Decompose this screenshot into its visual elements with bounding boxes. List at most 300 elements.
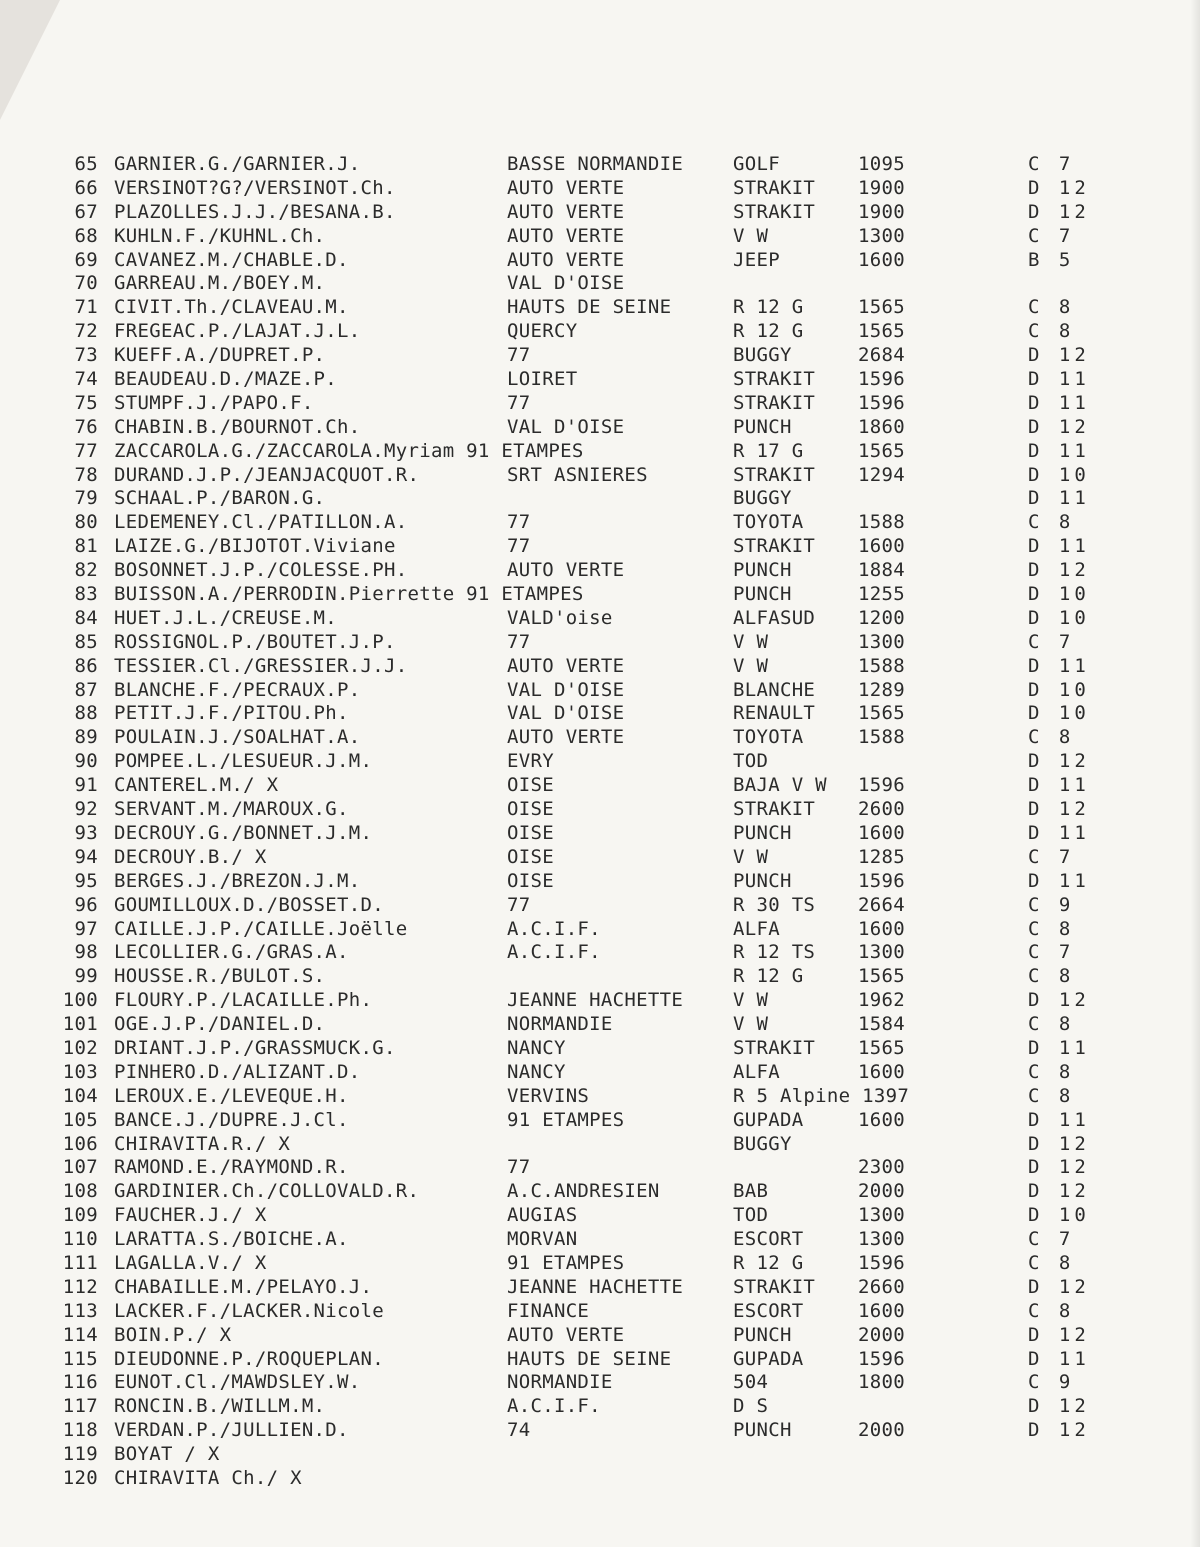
list-item (0, 559, 1200, 583)
list-item (0, 320, 1200, 344)
car-model: ALFASUD (733, 606, 816, 629)
entry-number: 113 (62, 1299, 98, 1322)
engine-cc: 1600 (858, 1299, 905, 1322)
car-model: R 30 TS (733, 893, 816, 916)
car-model: V W (733, 989, 769, 1012)
class-code: B 5 (1028, 248, 1075, 271)
list-item (0, 511, 1200, 535)
class-code: C 7 (1028, 1228, 1075, 1251)
entry-number: 117 (62, 1395, 98, 1418)
entry-number: 76 (74, 415, 98, 438)
crew-names: PINHERO.D./ALIZANT.D. (114, 1060, 361, 1083)
engine-cc: 2000 (858, 1180, 905, 1203)
club-name: AUTO VERTE (507, 248, 625, 271)
club-name: AUTO VERTE (507, 176, 625, 199)
engine-cc: 1900 (858, 176, 905, 199)
class-code: C 8 (1028, 1013, 1075, 1036)
list-item (0, 798, 1200, 822)
car-model: STRAKIT (733, 391, 816, 414)
car-model: PUNCH (733, 415, 792, 438)
crew-names: CHABIN.B./BOURNOT.Ch. (114, 415, 361, 438)
club-name: VAL D'OISE (507, 272, 625, 295)
crew-names: KUHLN.F./KUHNL.Ch. (114, 224, 326, 247)
club-name: VAL D'OISE (507, 678, 625, 701)
list-item (0, 416, 1200, 440)
list-item (0, 631, 1200, 655)
car-model: BUGGY (733, 344, 792, 367)
engine-cc: 1565 (858, 965, 905, 988)
car-model: STRAKIT (733, 176, 816, 199)
class-code: D 10 (1028, 1204, 1090, 1227)
club-name: A.C.ANDRESIEN (507, 1180, 660, 1203)
club-name: HAUTS DE SEINE (507, 1347, 672, 1370)
folded-corner (0, 0, 60, 120)
car-model: GUPADA (733, 1108, 804, 1131)
entry-number: 119 (62, 1443, 98, 1466)
list-item (0, 870, 1200, 894)
club-name: 77 (507, 893, 531, 916)
crew-names: VERDAN.P./JULLIEN.D. (114, 1419, 349, 1442)
crew-names: DRIANT.J.P./GRASSMUCK.G. (114, 1036, 396, 1059)
crew-names: PLAZOLLES.J.J./BESANA.B. (114, 200, 396, 223)
class-code: D 11 (1028, 439, 1090, 462)
entry-number: 81 (74, 535, 98, 558)
crew-names: TESSIER.Cl./GRESSIER.J.J. (114, 654, 408, 677)
class-code: C 7 (1028, 630, 1075, 653)
crew-names: GARDINIER.Ch./COLLOVALD.R. (114, 1180, 420, 1203)
entry-number: 101 (62, 1013, 98, 1036)
club-name: EVRY (507, 750, 554, 773)
crew-names: VERSINOT?G?/VERSINOT.Ch. (114, 176, 396, 199)
club-name: NORMANDIE (507, 1013, 613, 1036)
engine-cc: 2000 (858, 1323, 905, 1346)
entry-number: 83 (74, 583, 98, 606)
list-item (0, 1419, 1200, 1443)
entry-number: 112 (62, 1275, 98, 1298)
car-model: R 12 G (733, 965, 804, 988)
car-model: PUNCH (733, 869, 792, 892)
list-item (0, 368, 1200, 392)
crew-names: DECROUY.B./ X (114, 845, 267, 868)
entry-number: 106 (62, 1132, 98, 1155)
list-item (0, 1061, 1200, 1085)
class-code: D 10 (1028, 702, 1090, 725)
engine-cc: 1600 (858, 1108, 905, 1131)
list-item (0, 1109, 1200, 1133)
crew-names: FAUCHER.J./ X (114, 1204, 267, 1227)
class-code: C 7 (1028, 845, 1075, 868)
entry-number: 115 (62, 1347, 98, 1370)
car-model: STRAKIT (733, 535, 816, 558)
club-name: OISE (507, 798, 554, 821)
club-name: AUGIAS (507, 1204, 578, 1227)
entry-number: 68 (74, 224, 98, 247)
class-code: D 10 (1028, 463, 1090, 486)
club-name: A.C.I.F. (507, 917, 601, 940)
club-name: AUTO VERTE (507, 200, 625, 223)
engine-cc: 1300 (858, 630, 905, 653)
class-code: D 10 (1028, 583, 1090, 606)
crew-names: BLANCHE.F./PECRAUX.P. (114, 678, 361, 701)
entry-number: 96 (74, 893, 98, 916)
class-code: C 9 (1028, 1371, 1075, 1394)
club-name: NORMANDIE (507, 1371, 613, 1394)
car-model: ESCORT (733, 1299, 804, 1322)
engine-cc: 2000 (858, 1419, 905, 1442)
class-code: D 11 (1028, 535, 1090, 558)
list-item (0, 989, 1200, 1013)
entry-number: 75 (74, 391, 98, 414)
engine-cc: 1596 (858, 368, 905, 391)
engine-cc: 2660 (858, 1275, 905, 1298)
class-code: D 12 (1028, 750, 1090, 773)
club-name: 74 (507, 1419, 531, 1442)
car-model: V W (733, 224, 769, 247)
entry-number: 107 (62, 1156, 98, 1179)
club-name: OISE (507, 845, 554, 868)
engine-cc: 1596 (858, 1347, 905, 1370)
engine-cc: 1600 (858, 535, 905, 558)
crew-names: CANTEREL.M./ X (114, 774, 279, 797)
list-item (0, 1395, 1200, 1419)
entry-number: 91 (74, 774, 98, 797)
entry-number: 72 (74, 320, 98, 343)
car-model: STRAKIT (733, 1036, 816, 1059)
engine-cc: 1255 (858, 583, 905, 606)
crew-names: SCHAAL.P./BARON.G. (114, 487, 326, 510)
class-code: D 12 (1028, 559, 1090, 582)
engine-cc: 1584 (858, 1013, 905, 1036)
class-code: D 12 (1028, 415, 1090, 438)
entry-number: 108 (62, 1180, 98, 1203)
list-item (0, 225, 1200, 249)
club-name: VAL D'OISE (507, 415, 625, 438)
crew-names: DIEUDONNE.P./ROQUEPLAN. (114, 1347, 384, 1370)
crew-names: LACKER.F./LACKER.Nicole (114, 1299, 384, 1322)
class-code: D 12 (1028, 1275, 1090, 1298)
crew-names: LARATTA.S./BOICHE.A. (114, 1228, 349, 1251)
class-code: C 8 (1028, 296, 1075, 319)
crew-names: BEAUDEAU.D./MAZE.P. (114, 368, 338, 391)
crew-names: POMPEE.L./LESUEUR.J.M. (114, 750, 373, 773)
car-model: BLANCHE (733, 678, 816, 701)
crew-names: RAMOND.E./RAYMOND.R. (114, 1156, 349, 1179)
class-code: D 10 (1028, 606, 1090, 629)
list-item (0, 1371, 1200, 1395)
entry-number: 109 (62, 1204, 98, 1227)
entry-number: 116 (62, 1371, 98, 1394)
crew-names: RONCIN.B./WILLM.M. (114, 1395, 326, 1418)
entry-number: 80 (74, 511, 98, 534)
engine-cc: 1294 (858, 463, 905, 486)
entry-number: 118 (62, 1419, 98, 1442)
class-code: D 12 (1028, 176, 1090, 199)
list-item (0, 201, 1200, 225)
class-code: C 7 (1028, 941, 1075, 964)
class-code: D 11 (1028, 821, 1090, 844)
crew-names: LEDEMENEY.Cl./PATILLON.A. (114, 511, 408, 534)
class-code: D 12 (1028, 1395, 1090, 1418)
crew-names: BOSONNET.J.P./COLESSE.PH. (114, 559, 408, 582)
list-item (0, 1467, 1200, 1491)
entry-number: 85 (74, 630, 98, 653)
crew-names: ROSSIGNOL.P./BOUTET.J.P. (114, 630, 396, 653)
list-item (0, 655, 1200, 679)
list-item (0, 487, 1200, 511)
engine-cc: 1565 (858, 1036, 905, 1059)
car-model: PUNCH (733, 1323, 792, 1346)
club-name: MORVAN (507, 1228, 578, 1251)
crew-names: LEROUX.E./LEVEQUE.H. (114, 1084, 349, 1107)
list-item (0, 344, 1200, 368)
entry-number: 82 (74, 559, 98, 582)
club-name: FINANCE (507, 1299, 590, 1322)
engine-cc: 1565 (858, 296, 905, 319)
list-item (0, 1300, 1200, 1324)
crew-names: CAILLE.J.P./CAILLE.Joëlle (114, 917, 408, 940)
entry-number: 88 (74, 702, 98, 725)
engine-cc: 1300 (858, 224, 905, 247)
engine-cc: 1200 (858, 606, 905, 629)
list-item (0, 1037, 1200, 1061)
club-name: 91 ETAMPES (507, 1251, 625, 1274)
list-item (0, 726, 1200, 750)
crew-names: DECROUY.G./BONNET.J.M. (114, 821, 373, 844)
entry-number: 99 (74, 965, 98, 988)
crew-names: LAIZE.G./BIJOTOT.Viviane (114, 535, 396, 558)
entry-number: 104 (62, 1084, 98, 1107)
entry-number: 97 (74, 917, 98, 940)
car-model: TOYOTA (733, 511, 804, 534)
crew-names: GARREAU.M./BOEY.M. (114, 272, 326, 295)
entry-number: 71 (74, 296, 98, 319)
class-code: D 11 (1028, 1347, 1090, 1370)
engine-cc: 1300 (858, 1204, 905, 1227)
entry-number: 73 (74, 344, 98, 367)
engine-cc: 2684 (858, 344, 905, 367)
car-model: STRAKIT (733, 798, 816, 821)
crew-names: CHIRAVITA.R./ X (114, 1132, 291, 1155)
entry-number: 98 (74, 941, 98, 964)
engine-cc: 1289 (858, 678, 905, 701)
engine-cc: 1596 (858, 391, 905, 414)
list-item (0, 1180, 1200, 1204)
list-item (0, 894, 1200, 918)
list-item (0, 607, 1200, 631)
crew-names: CHABAILLE.M./PELAYO.J. (114, 1275, 373, 1298)
list-item (0, 583, 1200, 607)
class-code: C 8 (1028, 1251, 1075, 1274)
club-name: 77 (507, 535, 531, 558)
engine-cc: 1300 (858, 941, 905, 964)
class-code: D 11 (1028, 869, 1090, 892)
entry-number: 114 (62, 1323, 98, 1346)
engine-cc: 2600 (858, 798, 905, 821)
list-item (0, 702, 1200, 726)
class-code: D 11 (1028, 391, 1090, 414)
list-item (0, 249, 1200, 273)
crew-names: OGE.J.P./DANIEL.D. (114, 1013, 326, 1036)
list-item (0, 679, 1200, 703)
car-model: PUNCH (733, 821, 792, 844)
club-name: OISE (507, 869, 554, 892)
class-code: C 8 (1028, 965, 1075, 988)
club-name: AUTO VERTE (507, 224, 625, 247)
entry-number: 84 (74, 606, 98, 629)
crew-names: GOUMILLOUX.D./BOSSET.D. (114, 893, 384, 916)
entry-number: 94 (74, 845, 98, 868)
club-name: SRT ASNIERES (507, 463, 648, 486)
crew-names: BERGES.J./BREZON.J.M. (114, 869, 361, 892)
list-item (0, 918, 1200, 942)
entry-list (0, 153, 1200, 1491)
list-item (0, 464, 1200, 488)
class-code: D 12 (1028, 1180, 1090, 1203)
engine-cc: 1300 (858, 1228, 905, 1251)
car-model: TOYOTA (733, 726, 804, 749)
class-code: D 12 (1028, 1323, 1090, 1346)
car-model: V W (733, 1013, 769, 1036)
engine-cc: 1860 (858, 415, 905, 438)
engine-cc: 1900 (858, 200, 905, 223)
entry-number: 79 (74, 487, 98, 510)
car-model: PUNCH (733, 559, 792, 582)
entry-number: 111 (62, 1251, 98, 1274)
engine-cc: 1596 (858, 774, 905, 797)
club-name: OISE (507, 774, 554, 797)
club-name: 77 (507, 391, 531, 414)
crew-names: HOUSSE.R./BULOT.S. (114, 965, 326, 988)
entry-number: 103 (62, 1060, 98, 1083)
list-item (0, 822, 1200, 846)
engine-cc: 1600 (858, 917, 905, 940)
crew-names: CAVANEZ.M./CHABLE.D. (114, 248, 349, 271)
crew-names: KUEFF.A./DUPRET.P. (114, 344, 326, 367)
engine-cc: 2300 (858, 1156, 905, 1179)
entry-number: 110 (62, 1228, 98, 1251)
crew-names: EUNOT.Cl./MAWDSLEY.W. (114, 1371, 361, 1394)
class-code: D 12 (1028, 200, 1090, 223)
list-item (0, 846, 1200, 870)
list-item (0, 296, 1200, 320)
list-item (0, 1013, 1200, 1037)
car-model: R 5 Alpine 1397 (733, 1084, 910, 1107)
car-model: V W (733, 845, 769, 868)
class-code: C 8 (1028, 320, 1075, 343)
engine-cc: 1962 (858, 989, 905, 1012)
class-code: C 8 (1028, 1084, 1075, 1107)
list-item (0, 1252, 1200, 1276)
class-code: D 11 (1028, 487, 1090, 510)
car-model: TOD (733, 1204, 769, 1227)
club-name: VALD'oise (507, 606, 613, 629)
club-name: AUTO VERTE (507, 726, 625, 749)
engine-cc: 1565 (858, 702, 905, 725)
car-model: ALFA (733, 1060, 780, 1083)
class-code: D 11 (1028, 368, 1090, 391)
club-name: LOIRET (507, 368, 578, 391)
car-model: GUPADA (733, 1347, 804, 1370)
class-code: D 12 (1028, 1419, 1090, 1442)
club-name: JEANNE HACHETTE (507, 1275, 684, 1298)
entry-number: 77 (74, 439, 98, 462)
engine-cc: 1095 (858, 153, 905, 175)
car-model: RENAULT (733, 702, 816, 725)
entry-number: 100 (62, 989, 98, 1012)
crew-names: CIVIT.Th./CLAVEAU.M. (114, 296, 349, 319)
class-code: D 11 (1028, 1036, 1090, 1059)
entry-number: 105 (62, 1108, 98, 1131)
crew-names: ZACCAROLA.G./ZACCAROLA.Myriam 91 ETAMPES (114, 439, 584, 462)
class-code: C 9 (1028, 893, 1075, 916)
list-item (0, 535, 1200, 559)
entry-number: 67 (74, 200, 98, 223)
club-name: VERVINS (507, 1084, 590, 1107)
club-name: VAL D'OISE (507, 702, 625, 725)
list-item (0, 392, 1200, 416)
entry-number: 78 (74, 463, 98, 486)
engine-cc: 1596 (858, 1251, 905, 1274)
club-name: 77 (507, 630, 531, 653)
club-name: A.C.I.F. (507, 941, 601, 964)
car-model: STRAKIT (733, 463, 816, 486)
list-item (0, 440, 1200, 464)
engine-cc: 1600 (858, 1060, 905, 1083)
entry-number: 86 (74, 654, 98, 677)
car-model: JEEP (733, 248, 780, 271)
crew-names: GARNIER.G./GARNIER.J. (114, 153, 361, 175)
list-item (0, 1443, 1200, 1467)
crew-names: BOIN.P./ X (114, 1323, 232, 1346)
class-code: C 8 (1028, 1060, 1075, 1083)
car-model: TOD (733, 750, 769, 773)
list-item (0, 272, 1200, 296)
club-name: 91 ETAMPES (507, 1108, 625, 1131)
class-code: C 8 (1028, 726, 1075, 749)
club-name: AUTO VERTE (507, 654, 625, 677)
entry-number: 89 (74, 726, 98, 749)
class-code: C 7 (1028, 153, 1075, 175)
list-item (0, 1348, 1200, 1372)
list-item (0, 1324, 1200, 1348)
car-model: ESCORT (733, 1228, 804, 1251)
class-code: C 8 (1028, 511, 1075, 534)
car-model: R 17 G (733, 439, 804, 462)
entry-number: 102 (62, 1036, 98, 1059)
club-name: NANCY (507, 1036, 566, 1059)
club-name: JEANNE HACHETTE (507, 989, 684, 1012)
list-item (0, 1204, 1200, 1228)
crew-names: FREGEAC.P./LAJAT.J.L. (114, 320, 361, 343)
car-model: R 12 G (733, 1251, 804, 1274)
car-model: GOLF (733, 153, 780, 175)
engine-cc: 1800 (858, 1371, 905, 1394)
car-model: V W (733, 630, 769, 653)
entry-number: 87 (74, 678, 98, 701)
class-code: C 8 (1028, 917, 1075, 940)
list-item (0, 1228, 1200, 1252)
car-model: D S (733, 1395, 769, 1418)
entry-number: 93 (74, 821, 98, 844)
crew-names: STUMPF.J./PAPO.F. (114, 391, 314, 414)
crew-names: BOYAT / X (114, 1443, 220, 1466)
class-code: D 10 (1028, 678, 1090, 701)
car-model: R 12 TS (733, 941, 816, 964)
entry-number: 74 (74, 368, 98, 391)
class-code: D 12 (1028, 1132, 1090, 1155)
club-name: AUTO VERTE (507, 1323, 625, 1346)
car-model: ALFA (733, 917, 780, 940)
